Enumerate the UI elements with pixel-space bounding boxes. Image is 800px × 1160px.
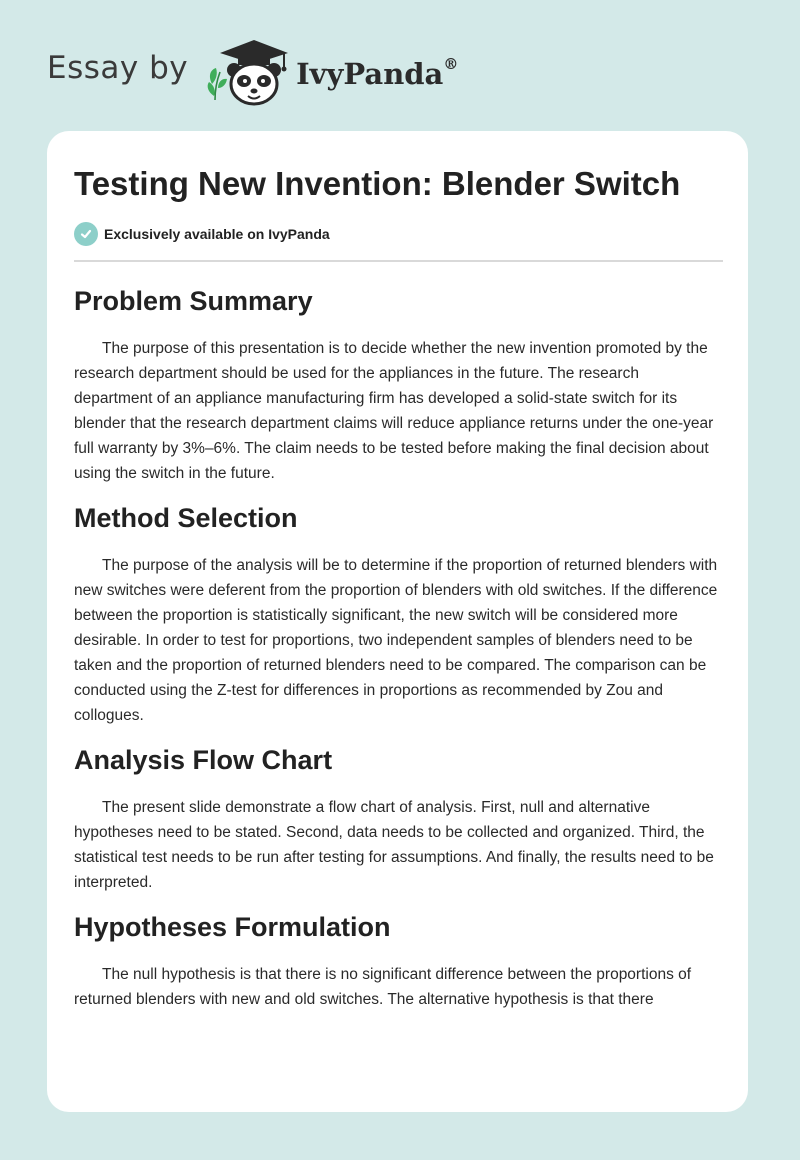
section-method-selection — [74, 501, 721, 728]
brand-logo[interactable] — [47, 36, 458, 108]
section-paragraph: The purpose of the analysis will be to determine if the proportion of returned blenders with new switches were deferent from the proportion of blenders with old switches. If the difference between the proportion is statistically significant, the new switch will be considered more desirable. In order to test for proportions, two independent samples of blenders need to be taken and the proportion of returned blenders need to be compared. The comparison can be conducted using the Z-test for differences in proportions as recommended by Zou and collogues. — [74, 557, 718, 724]
panda-mascot-icon — [202, 36, 294, 108]
essay-card — [47, 131, 748, 1112]
registered-mark: ® — [443, 55, 459, 74]
section-paragraph: The present slide demonstrate a flow chart of analysis. First, null and alternative hypotheses need to be stated. Second, data needs to be collected and organized. Third, the statistical test needs to be run after testing for assumptions. And finally, the results need to be interpreted. — [74, 799, 714, 891]
section-hypotheses-formulation — [74, 910, 721, 1012]
section-heading: Hypotheses Formulation — [74, 912, 391, 942]
brand-name: IvyPanda — [296, 57, 444, 91]
section-heading: Method Selection — [74, 503, 298, 533]
exclusive-badge — [74, 222, 721, 246]
section-paragraph: The purpose of this presentation is to decide whether the new invention promoted by the research department should be used for the appliances in the future. The research department of an appliance manufacturing firm has developed a solid-state switch for its blender that the research department claims will reduce appliance returns under the one-year full warranty by 3%–6%. The claim needs to be tested before making the final decision about using the switch in the future. — [74, 340, 714, 482]
brand-prefix: Essay by — [47, 50, 189, 86]
checkmark-icon — [74, 222, 98, 246]
section-problem-summary — [74, 284, 721, 486]
section-paragraph: The null hypothesis is that there is no significant difference between the proportions of returned blenders with new and old switches. The alternative hypothesis is that there — [74, 966, 692, 1008]
page-title: Testing New Invention: Blender Switch — [74, 165, 681, 202]
title-divider — [74, 260, 723, 262]
section-heading: Analysis Flow Chart — [74, 745, 333, 775]
section-analysis-flow-chart — [74, 743, 721, 895]
section-heading: Problem Summary — [74, 286, 313, 316]
exclusive-label: Exclusively available on IvyPanda — [104, 226, 330, 242]
